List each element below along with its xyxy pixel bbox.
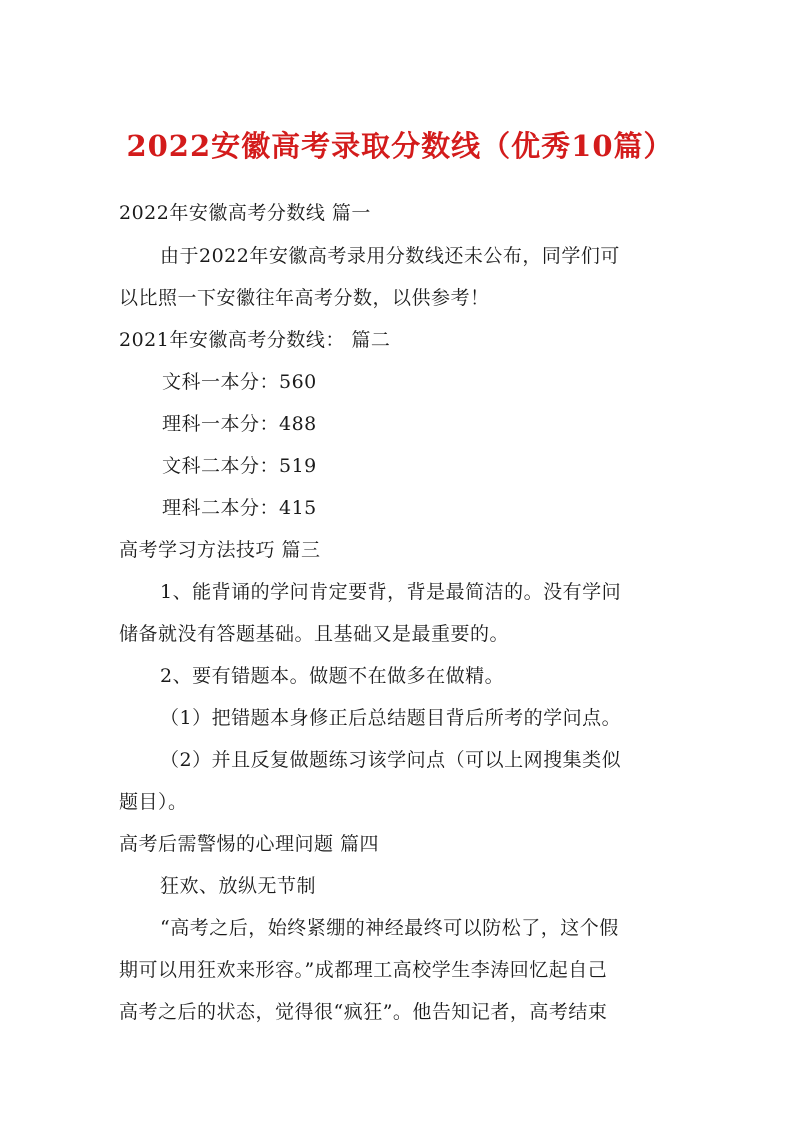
paragraph-line: 1、能背诵的学问肯定要背，背是最简洁的。没有学问	[160, 581, 622, 603]
section-heading-1: 2022年安徽高考分数线 篇一	[119, 202, 371, 224]
section-heading-4: 高考后需警惕的心理问题 篇四	[119, 833, 380, 855]
score-line: 文科一本分：560	[162, 371, 317, 393]
paragraph-line: 储备就没有答题基础。且基础又是最重要的。	[119, 623, 510, 645]
score-line: 文科二本分：519	[162, 455, 317, 477]
section-heading-2: 2021年安徽高考分数线： 篇二	[119, 329, 391, 351]
paragraph-line: 由于2022年安徽高考录用分数线还未公布，同学们可	[160, 245, 620, 267]
subheading-line: 狂欢、放纵无节制	[160, 875, 317, 897]
paragraph-line: 期可以用狂欢来形容。”成都理工高校学生李涛回忆起自己	[119, 959, 608, 981]
paragraph-line: （1）把错题本身修正后总结题目背后所考的学问点。	[160, 707, 622, 729]
document-title: 2022安徽高考录取分数线（优秀10篇）	[126, 129, 674, 163]
paragraph-line: 以比照一下安徽往年高考分数，以供参考！	[119, 287, 490, 309]
paragraph-line: 2、要有错题本。做题不在做多在做精。	[160, 665, 505, 687]
paragraph-line: 高考之后的状态，觉得很“疯狂”。他告知记者，高考结束	[119, 1001, 608, 1023]
score-line: 理科二本分：415	[162, 497, 317, 519]
paragraph-line: （2）并且反复做题练习该学问点（可以上网搜集类似	[160, 749, 622, 771]
score-line: 理科一本分：488	[162, 413, 317, 435]
paragraph-line: 题目）。	[119, 791, 188, 813]
paragraph-line: “高考之后，始终紧绷的神经最终可以防松了，这个假	[160, 917, 619, 939]
section-heading-3: 高考学习方法技巧 篇三	[119, 539, 321, 561]
